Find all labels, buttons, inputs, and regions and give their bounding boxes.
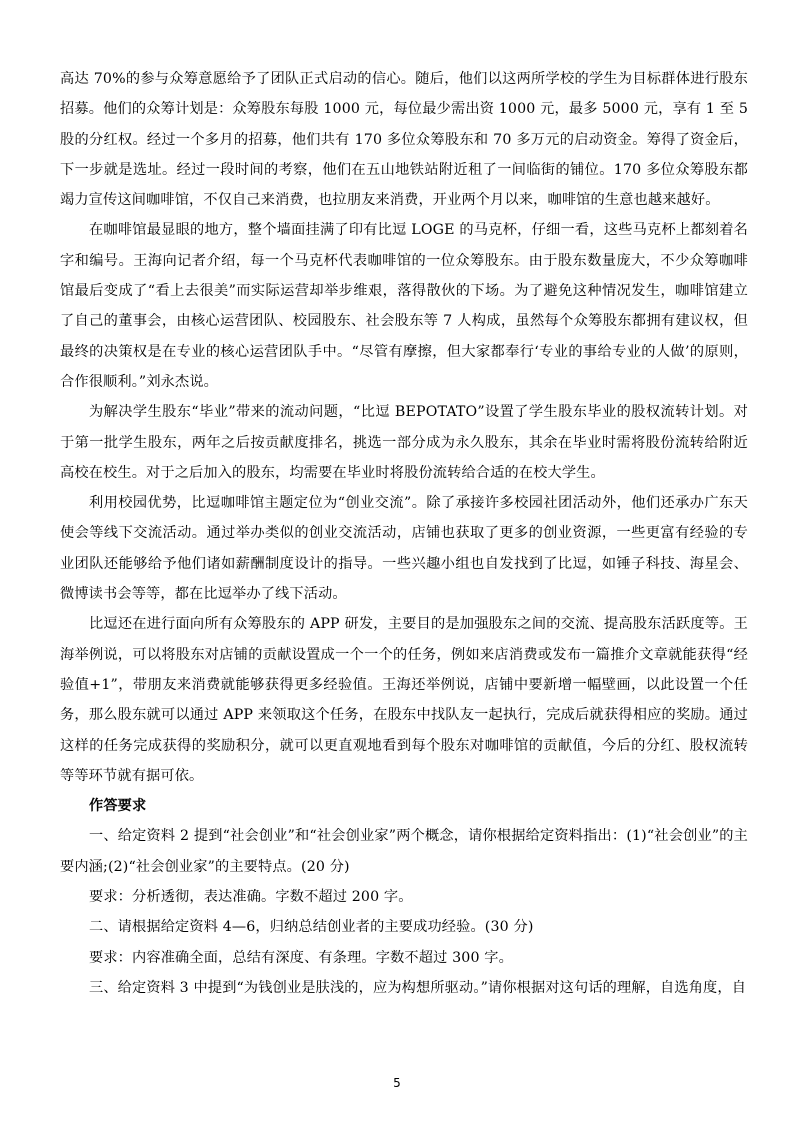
page-number: 5 (393, 1076, 401, 1090)
question-2-requirement: 要求：内容准确全面，总结有深度、有条理。字数不超过 300 字。 (89, 949, 513, 966)
question-3: 三、给定资料 3 中提到“为钱创业是肤浅的，应为构想所驱动。”请你根据对这句话的理解，自选角度，自 (89, 979, 747, 996)
paragraph-crowdfunding-plan: 高达 70%的参与众筹意愿给予了团队正式启动的信心。随后，他们以这两所学校的学生为目标群体进行股东招募。他们的众筹计划是：众筹股东每股 1000 元，每位最少需出资 1000 元，最多 5000 元，享有 1 至 5 股的分红权。经过一个多月的招募，他们共有 170 多位众筹股东和 70 多万元的启动资金。筹得了资金后，下一步就是选址。经过一段时间的考察，他们在五山地铁站附近租了一间临街的铺位。170 多位众筹股东都竭力宣传这间咖啡馆，不仅自己来消费，也拉朋友来消费，开业两个月以来，咖啡馆的生意也越来越好。 (60, 71, 748, 209)
question-1-requirement: 要求：分析透彻，表达准确。字数不超过 200 字。 (89, 889, 413, 906)
paragraph-app-development: 比逗还在进行面向所有众筹股东的 APP 研发，主要目的是加强股东之间的交流、提高股东活跃度等。王海举例说，可以将股东对店铺的贡献设置成一个一个的任务，例如来店消费或发布一篇推介文章就能获得“经验值+1”，带朋友来消费就能够获得更多经验值。王海还举例说，店铺中要新增一幅壁画，以此设置一个任务，那么股东就可以通过 APP 来领取这个任务，在股东中找队友一起执行，完成后就获得相应的奖励。通过这样的任务完成获得的奖励积分，就可以更直观地看到每个股东对咖啡馆的贡献值，今后的分红、股权流转等等环节就有据可依。 (60, 616, 748, 784)
question-2: 二、请根据给定资料 4—6，归纳总结创业者的主要成功经验。(30 分) (89, 919, 534, 936)
document-body (60, 64, 748, 1003)
paragraph-campus-advantage: 利用校园优势，比逗咖啡馆主题定位为“创业交流”。除了承接许多校园社团活动外，他们还承办广东天使会等线下交流活动。通过举办类似的创业交流活动，店铺也获取了更多的创业资源，一些更富有经验的专业团队还能够给予他们诸如薪酬制度设计的指导。一些兴趣小组也自发找到了比逗，如锤子科技、海星会、微博读书会等等，都在比逗举办了线下活动。 (60, 495, 748, 603)
question-1: 一、给定资料 2 提到“社会创业”和“社会创业家”两个概念，请你根据给定资料指出：(1)“社会创业”的主要内涵;(2)“社会创业家”的主要特点。(20 分) (60, 828, 748, 875)
requirements-heading: 作答要求 (89, 798, 147, 815)
paragraph-mug-wall: 在咖啡馆最显眼的地方，整个墙面挂满了印有比逗 LOGE 的马克杯，仔细一看，这些马克杯上都刻着名字和编号。王海向记者介绍，每一个马克杯代表咖啡馆的一位众筹股东。由于股东数量庞大，不少众筹咖啡馆最后变成了“看上去很美”而实际运营却举步维艰，落得散伙的下场。为了避免这种情况发生，咖啡馆建立了自己的董事会，由核心运营团队、校园股东、社会股东等 7 人构成，虽然每个众筹股东都拥有建议权，但最终的决策权是在专业的核心运营团队手中。“尽管有摩擦，但大家都奉行‘专业的事给专业的人做’的原则，合作很顺利。”刘永杰说。 (60, 222, 748, 390)
paragraph-equity-transfer: 为解决学生股东“毕业”带来的流动问题，“比逗 BEPOTATO”设置了学生股东毕业的股权流转计划。对于第一批学生股东，两年之后按贡献度排名，挑选一部分成为永久股东，其余在毕业时需将股份流转给附近高校在校生。对于之后加入的股东，均需要在毕业时将股份流转给合适的在校大学生。 (60, 404, 748, 481)
